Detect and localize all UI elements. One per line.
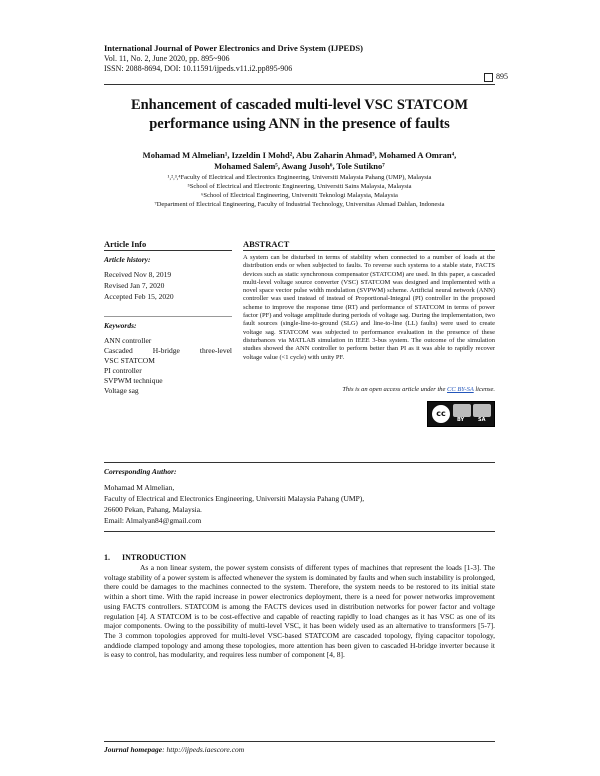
- cc-icon: cc: [431, 404, 451, 424]
- licence-link[interactable]: CC BY-SA: [447, 386, 474, 393]
- licence-suffix: license.: [473, 386, 495, 393]
- introduction-heading: 1. INTRODUCTION: [104, 553, 187, 562]
- keywords-label: Keywords:: [104, 321, 137, 330]
- homepage-label: Journal homepage: [104, 745, 163, 754]
- licence-prefix: This is an open access article under the: [342, 386, 448, 393]
- accepted-date: Accepted Feb 15, 2020: [104, 292, 174, 301]
- introduction-text: As a non linear system, the power system consists of different types of machines that represent the loads [1-3]. The voltage stability of a power system is affected whenever the system is dominated by faults and when such instability is prolonged, there could be damages to the machines connected to the system. Therefore, the system needs to be restored to its initial state within a short time. With the rapid increase in power electronics deployment, there is a need for power networks improvement using FACTS controllers. STATCOM is among the FACTS devices used in distribution networks for power factor and voltage regulation [4]. A STATCOM is to be cost-effective and capable of reacting rapidly to load changes as it has VSC as one of its major components. Owing to the possibility of multi-level VSC, it has been widely used as an alternative to transformers [5-7]. The 3 common topologies approved for multi-level VSC-based STATCOM are cascaded topology, flying capacitor topology, anddiode clamped topology and among these topologies, more attention has been given to cascaded H-bridge inverter because it is easy to control, has modularity, and requires less number of component [4, 8].: [104, 563, 495, 660]
- corresponding-name: Mohamad M Almelian,: [104, 483, 175, 492]
- abstract-text: A system can be disturbed in terms of stability when connected to a number of loads at the distribution ends or when subjected to faults. To reverse such systems to a stable state, FACTS devices such as static synchronous compensator (STATCOM) are used. In this paper, a cascaded multi-level voltage source converter (VSC) STATCOM was designed and implemented with a novel space vector pulse width modulation (SVPWM) scheme. Artificial neural network (ANN) controller was used instead of instead of Proportional-Integral (PI) controller in the proposed scheme to improve the response time (RT) and performance of STATCOM in terms of power factor (PF) and voltage amplitude during periods of voltage sag. During the implementation, two fault sources (single-line-to-ground (SLG) and line-to-line (LL) faults) were used to create voltage sag. STATCOM was subjected to performance evaluation in the presence of these disturbances via MATLAB simulation in IEEE 3-bus system. The outcome of the simulation studies showed the ANN controller to perform better than PI as it was able to rapidly recover voltage value (<1 cycle) with unity PF.: [243, 254, 495, 361]
- volume-line: Vol. 11, No. 2, June 2020, pp. 895~906: [104, 54, 230, 63]
- header-rule: [104, 84, 495, 85]
- abstract-rule: [243, 250, 495, 251]
- article-info-rule: [104, 250, 232, 251]
- corresponding-address: 26600 Pekan, Pahang, Malaysia.: [104, 505, 202, 514]
- authors-line-2: Mohamed Salem⁵, Awang Jusoh⁶, Tole Sutikno⁷: [214, 161, 385, 171]
- journal-name: International Journal of Power Electronics and Drive System (IJPEDS): [104, 43, 363, 53]
- title-line-1: Enhancement of cascaded multi-level VSC STATCOM: [130, 97, 469, 113]
- issn-line: ISSN: 2088-8694, DOI: 10.11591/ijpeds.v11.i2.pp895-906: [104, 64, 293, 73]
- authors-line-1: Mohamad M Almelian¹, Izzeldin I Mohd², Abu Zaharin Ahmad³, Mohamed A Omran⁴,: [142, 150, 457, 160]
- share-alike-icon: [473, 404, 491, 417]
- received-date: Received Nov 8, 2019: [104, 270, 172, 279]
- history-label: Article history:: [104, 255, 151, 264]
- keyword-item: Cascaded H-bridge three-level: [104, 346, 232, 355]
- revised-date: Revised Jan 7, 2020: [104, 281, 165, 290]
- affiliation-4: ⁷Department of Electrical Engineering, Faculty of Industrial Technology, Universitas Ahmad Dahlan, Indonesia: [154, 201, 445, 208]
- sa-label: SA: [478, 417, 486, 423]
- corresponding-email: Email: Almalyan84@gmail.com: [104, 516, 202, 525]
- licence-note: [243, 386, 495, 393]
- affiliation-1: ¹,²,³,⁴Faculty of Electrical and Electronics Engineering, Universiti Malaysia Pahang (UMP), Malaysia: [167, 174, 432, 181]
- keyword-item: VSC STATCOM: [104, 356, 155, 365]
- homepage-url[interactable]: : http://ijpeds.iaescore.com: [162, 745, 245, 754]
- journal-homepage: [104, 745, 244, 754]
- keyword-item: Voltage sag: [104, 386, 139, 395]
- affiliation-2: ⁵School of Electrical and Electronic Engineering, Universiti Sains Malaysia, Malaysia: [187, 183, 412, 190]
- keyword-item: SVPWM technique: [104, 376, 163, 385]
- abstract-heading: ABSTRACT: [243, 239, 290, 249]
- page-marker-icon: [484, 73, 493, 82]
- paper-title: [104, 96, 495, 134]
- affiliation-3: ⁶School of Electrical Engineering, Universiti Teknologi Malaysia, Malaysia: [201, 192, 398, 199]
- keyword-item: ANN controller: [104, 336, 152, 345]
- keyword-item: PI controller: [104, 366, 142, 375]
- keywords-rule: [104, 316, 232, 317]
- corresponding-faculty: Faculty of Electrical and Electronics Engineering, Universiti Malaysia Pahang (UMP),: [104, 494, 365, 503]
- corresponding-heading: Corresponding Author:: [104, 467, 177, 476]
- page-number: 895: [496, 72, 508, 81]
- by-person-icon: [453, 404, 471, 417]
- title-line-2: performance using ANN in the presence of faults: [149, 116, 450, 132]
- cc-by-sa-badge[interactable]: [427, 401, 495, 427]
- footer-rule: [104, 741, 495, 742]
- corresponding-bottom-rule: [104, 531, 495, 532]
- by-label: BY: [457, 417, 465, 423]
- article-info-heading: Article Info: [104, 239, 147, 249]
- corresponding-top-rule: [104, 462, 495, 463]
- author-list: [104, 150, 495, 172]
